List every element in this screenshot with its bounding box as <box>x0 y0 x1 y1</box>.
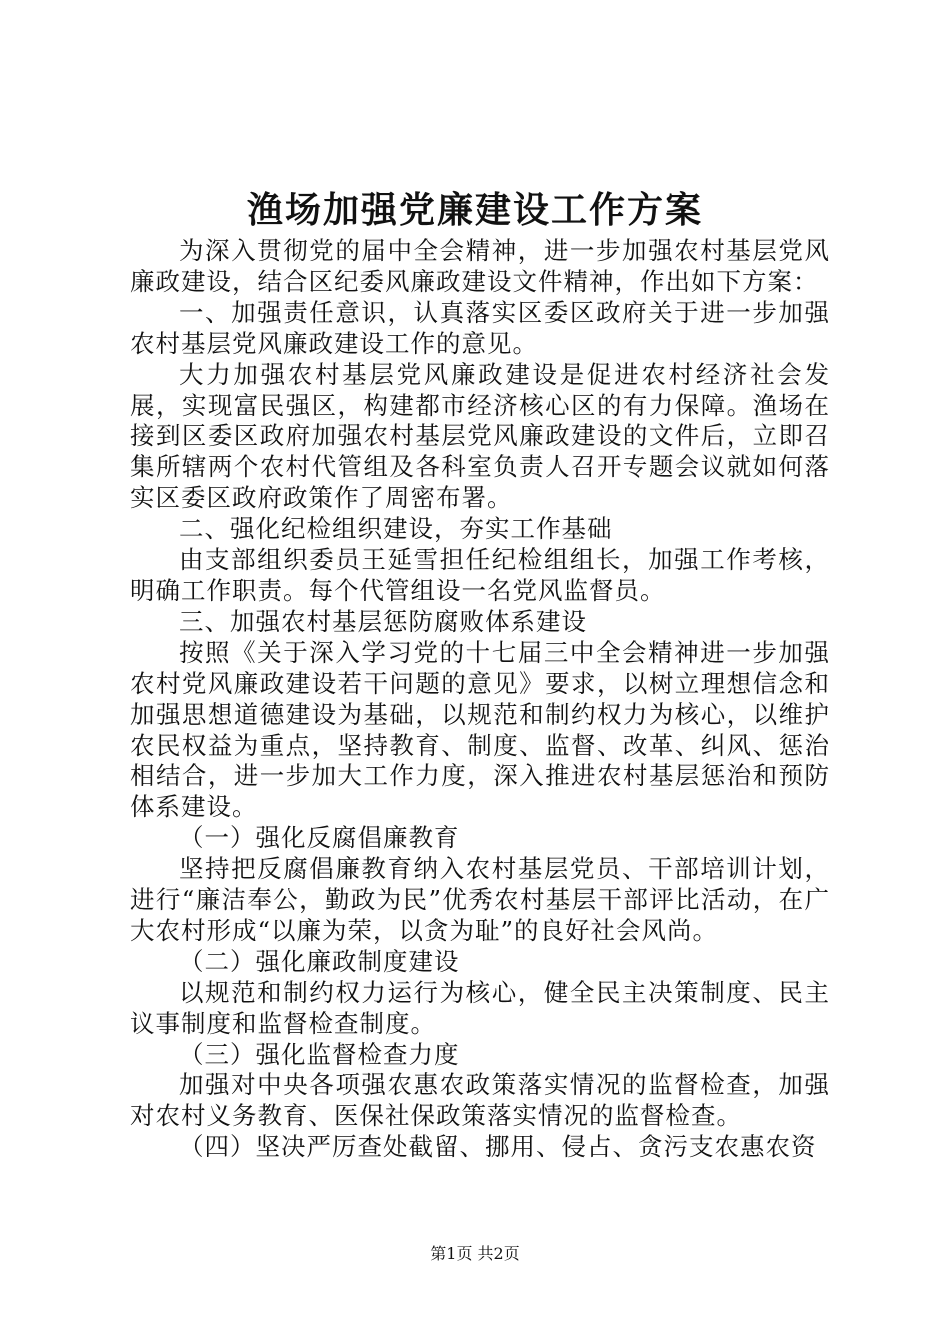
document-title: 渔场加强党廉建设工作方案 <box>246 189 703 231</box>
paragraph: 加强对中央各项强农惠农政策落实情况的监督检查，加强对农村义务教育、医保社保政策落实情况的监督检查。 <box>130 1070 830 1131</box>
paragraph: 坚持把反腐倡廉教育纳入农村基层党员、干部培训计划，进行“廉洁奉公，勤政为民”优秀农村基层干部评比活动，在广大农村形成“以廉为荣，以贪为耻”的良好社会风尚。 <box>130 854 830 945</box>
paragraph: 一、加强责任意识，认真落实区委区政府关于进一步加强农村基层党风廉政建设工作的意见。 <box>130 297 830 358</box>
section-heading: 二、强化纪检组织建设，夯实工作基础 <box>179 514 613 544</box>
paragraph: 为深入贯彻党的届中全会精神，进一步加强农村基层党风廉政建设，结合区纪委风廉政建设文件精神，作出如下方案： <box>130 236 830 296</box>
subsection-heading: （一）强化反腐倡廉教育 <box>179 823 460 853</box>
page-number: 第1页 共2页 <box>430 1244 520 1263</box>
paragraph: 按照《关于深入学习党的十七届三中全会精神进一步加强农村党风廉政建设若干问题的意见》要求，以树立理想信念和加强思想道德建设为基础，以规范和制约权力为核心，以维护农民权益为重点，坚持教育、制度、监督、改革、纠风、惩治相结合，进一步加大工作力度，深入推进农村基层惩治和预防体系建设。 <box>130 637 830 822</box>
subsection-heading: （三）强化监督检查力度 <box>179 1039 460 1069</box>
paragraph: 以规范和制约权力运行为核心，健全民主决策制度、民主议事制度和监督检查制度。 <box>130 977 830 1038</box>
document-body <box>130 236 830 1163</box>
subsection-heading: （二）强化廉政制度建设 <box>179 946 460 976</box>
section-heading: 三、加强农村基层惩防腐败体系建设 <box>179 606 587 636</box>
paragraph: 由支部组织委员王延雪担任纪检组组长，加强工作考核，明确工作职责。每个代管组设一名党风监督员。 <box>130 545 830 605</box>
subsection-heading: （四）坚决严厉查处截留、挪用、侵占、贪污支农惠农资 <box>179 1132 817 1162</box>
paragraph: 大力加强农村基层党风廉政建设是促进农村经济社会发展，实现富民强区，构建都市经济核心区的有力保障。渔场在接到区委区政府加强农村基层党风廉政建设的文件后，立即召集所辖两个农村代管组及各科室负责人召开专题会议就如何落实区委区政府政策作了周密布署。 <box>130 359 830 513</box>
